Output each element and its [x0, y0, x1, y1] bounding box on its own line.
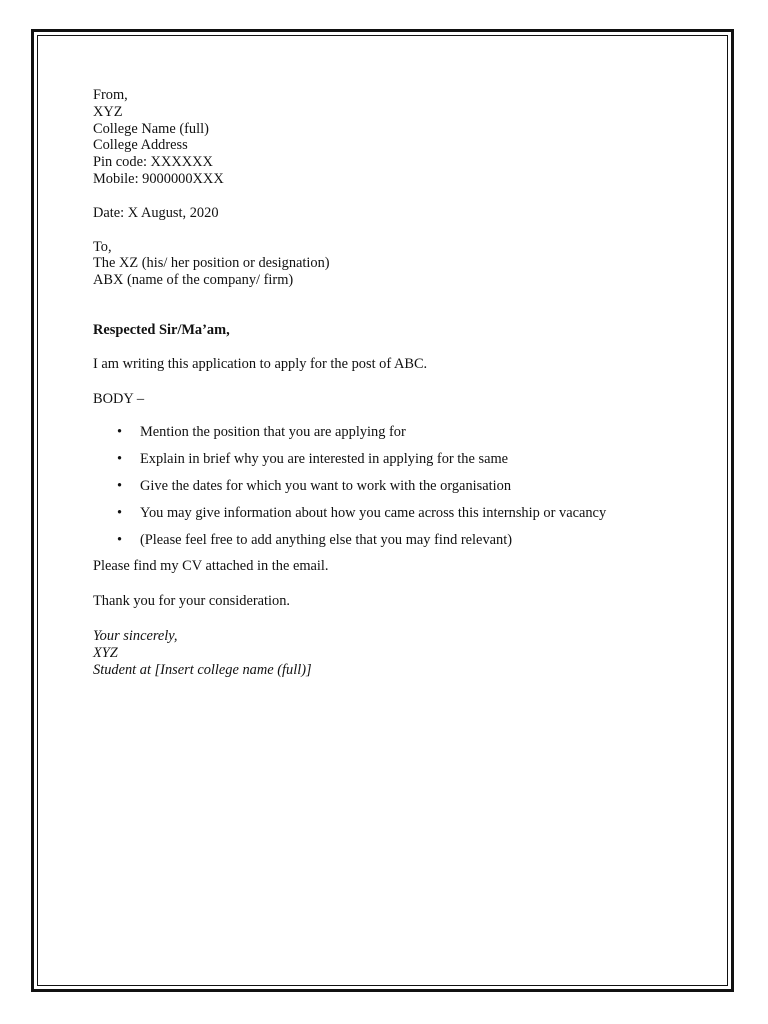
- recipient-name: The XZ (his/ her position or designation): [93, 255, 330, 272]
- sender-block: [93, 87, 693, 188]
- thanks-paragraph: [93, 593, 693, 610]
- from-label: From,: [93, 87, 128, 103]
- body-bullet-list: [93, 424, 693, 548]
- bullet-icon: •: [117, 477, 123, 494]
- signer-name: XYZ: [93, 644, 118, 661]
- recipient-company: ABX (name of the company/ firm): [93, 272, 294, 289]
- list-item: [93, 424, 693, 441]
- list-item-text: Give the dates for which you want to work with the organisation: [140, 477, 512, 494]
- cv-paragraph: [93, 558, 693, 575]
- cv-text: Please find my CV attached in the email.: [93, 558, 329, 575]
- list-item: [93, 532, 693, 549]
- sender-address: College Address: [93, 137, 188, 154]
- closing-block: [93, 628, 693, 678]
- salutation-text: Respected Sir/Ma’am,: [93, 321, 230, 338]
- salutation: [93, 322, 693, 339]
- intro-paragraph: [93, 356, 693, 373]
- list-item: [93, 505, 693, 522]
- date-block: [93, 205, 693, 222]
- bullet-icon: •: [117, 504, 123, 521]
- letter-page: [93, 87, 693, 678]
- list-item-text: (Please feel free to add anything else that you may find relevant): [140, 531, 513, 548]
- sender-mobile: Mobile: 9000000XXX: [93, 170, 224, 187]
- letter-date: Date: X August, 2020: [93, 204, 219, 221]
- bullet-icon: •: [117, 451, 123, 468]
- bullet-icon: •: [117, 424, 123, 441]
- list-item-text: Mention the position that you are applying for: [140, 424, 406, 441]
- signer-title: Student at [Insert college name (full)]: [93, 661, 312, 678]
- to-label: To,: [93, 238, 112, 255]
- intro-text: I am writing this application to apply for the post of ABC.: [93, 355, 428, 372]
- body-label: BODY –: [93, 390, 145, 407]
- bullet-icon: •: [117, 531, 123, 548]
- list-item-text: Explain in brief why you are interested in applying for the same: [140, 451, 509, 468]
- sender-pin: Pin code: XXXXXX: [93, 154, 213, 171]
- list-item: [93, 451, 693, 468]
- sender-college: College Name (full): [93, 120, 209, 137]
- sender-name: XYZ: [93, 103, 123, 120]
- list-item: [93, 478, 693, 495]
- recipient-block: [93, 239, 693, 289]
- body-heading: [93, 391, 693, 408]
- thanks-text: Thank you for your consideration.: [93, 593, 291, 610]
- sign-off: Your sincerely,: [93, 627, 178, 644]
- list-item-text: You may give information about how you came across this internship or vacancy: [140, 504, 607, 521]
